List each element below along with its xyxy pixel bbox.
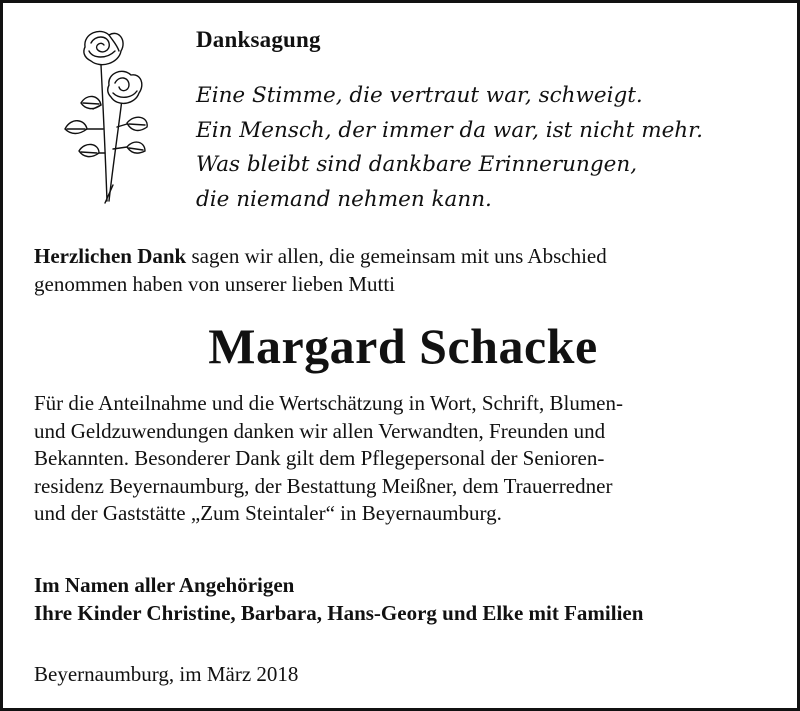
heading: Danksagung <box>196 27 321 52</box>
deceased-name: Margard Schacke <box>208 318 598 374</box>
poem-line: die niemand nehmen kann. <box>196 186 492 212</box>
thanks-bold: Herzlichen Dank <box>34 244 187 268</box>
poem-line: Was bleibt sind dankbare Erinnerungen, <box>196 152 638 177</box>
rose-icon <box>61 25 157 205</box>
paragraph-line: und Geldzuwendungen danken wir allen Verwandten, Freunden und <box>34 418 606 443</box>
signature-line: Im Namen aller Angehörigen <box>34 573 295 597</box>
signature-line: Ihre Kinder Christine, Barbara, Hans-Georg und Elke mit Familien <box>34 600 644 625</box>
poem-line: Ein Mensch, der immer da war, ist nicht mehr. <box>196 117 703 143</box>
place-date: Beyernaumburg, im März 2018 <box>34 662 299 686</box>
thanks-text <box>34 243 607 298</box>
paragraph-line: und der Gaststätte „Zum Steintaler“ in Beyernaumburg. <box>34 501 502 525</box>
thanks-paragraph <box>34 390 623 528</box>
paragraph-line: residenz Beyernaumburg, der Bestattung Meißner, dem Trauerredner <box>34 473 613 498</box>
poem <box>196 79 703 217</box>
thanks-line2: genommen haben von unserer lieben Mutti <box>34 271 395 296</box>
thanks-line1: sagen wir allen, die gemeinsam mit uns Abschied <box>186 244 607 268</box>
paragraph-line: Für die Anteilnahme und die Wertschätzung in Wort, Schrift, Blumen- <box>34 391 623 415</box>
poem-line: Eine Stimme, die vertraut war, schweigt. <box>196 83 643 108</box>
signature <box>34 572 643 627</box>
paragraph-line: Bekannten. Besonderer Dank gilt dem Pflegepersonal der Senioren- <box>34 446 605 470</box>
